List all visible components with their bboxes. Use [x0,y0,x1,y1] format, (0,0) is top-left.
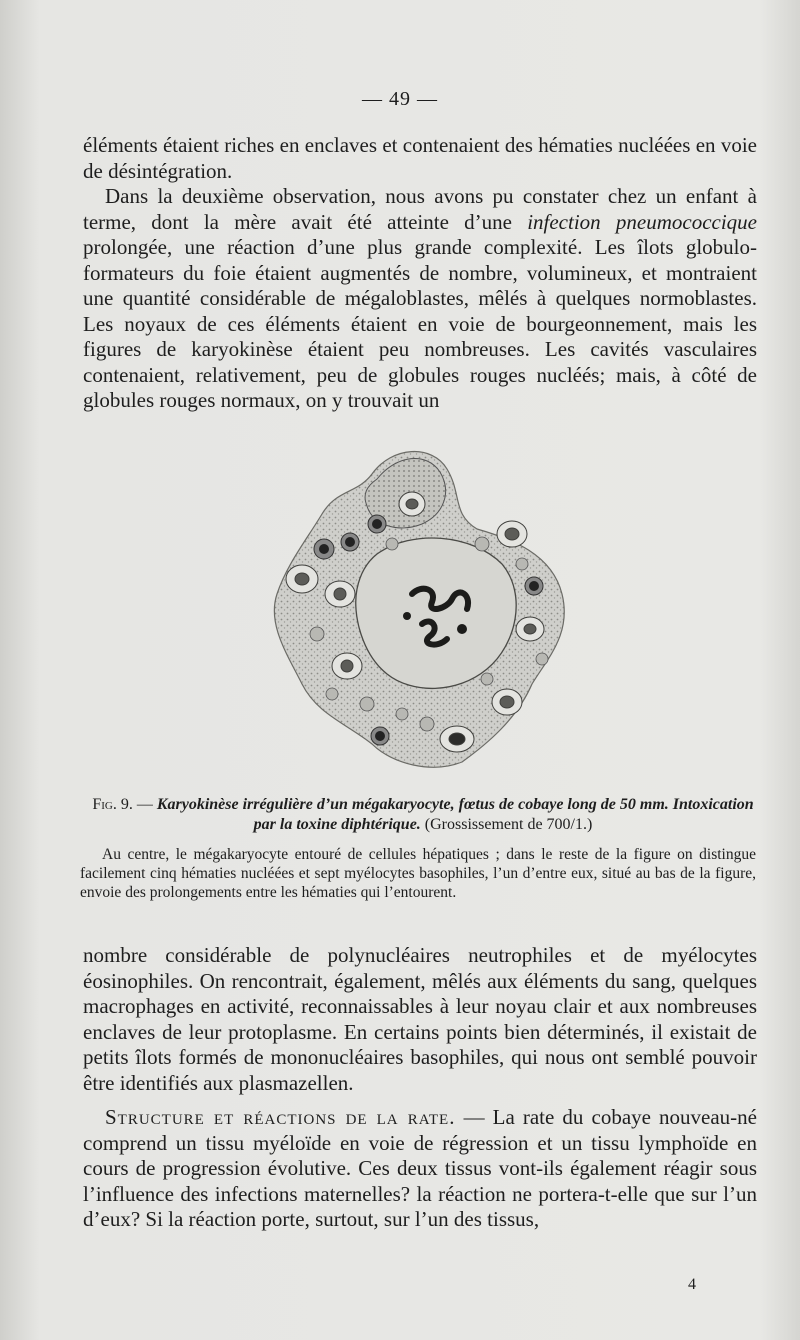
paragraph-continued: nombre considérable de polynucléaires neutrophiles et de myélocytes éosinophiles. On rencontrait, également, mêlés aux éléments du sang, quelques macrophages en activité, reconnaissables à leur noyau clair et aux nombreuses enclaves de leur protoplasme. En certains points bien déterminés, il existait de petits îlots formés de mononucléaires basophiles, qui nous ont semblé pouvoir être identifiés aux plasmazellen. [83,943,757,1095]
figure-caption: Fig. 9. — Karyokinèse irrégulière d’un mégakaryocyte, fœtus de cobaye long de 50 mm. Intoxication par la toxine diphtérique. (Grossissement de 700/1.) [92,796,754,833]
page-number: — 49 — [362,88,438,110]
paragraph-second-observation [83,184,757,414]
signature-mark: 4 [688,1276,696,1293]
figure-legend [80,845,756,902]
italic-term: infection pneumococcique [527,209,757,234]
body-text-bottom [83,943,757,1233]
section-heading: Structure et réactions de la rate. [105,1105,456,1129]
figure-number: Fig. 9. [92,796,133,813]
paragraph-spleen-text: — La rate du cobaye nouveau-né comprend un tissu myéloïde en voie de régression et un tissu lymphoïde en cours de progression évolutive. Ces deux tissus vont-ils également réagir sous l’influence des infections maternelles? la réaction ne portera-t-elle que sur l’un d’eux? Si la réaction porte, surtout, sur l’un des tissus, [83,1105,757,1231]
chromosome-fragment [403,612,411,620]
chromosome-fragment [457,624,467,634]
megakaryocyte-drawing [262,444,572,774]
paragraph-continuation: éléments étaient riches en enclaves et contenaient des hématies nucléées en voie de désintégration. [83,133,757,183]
figure-illustration [262,444,572,774]
paragraph-text-start: Dans la deuxième observation, nous avons pu constater chez un enfant à terme, dont la mère avait été atteinte d’une [83,184,757,234]
figure-title: Karyokinèse irrégulière d’un mégakaryocyte, fœtus de cobaye long de 50 mm. Intoxication par la toxine diphtérique. [156,796,754,833]
body-text-top [83,133,757,414]
figure-legend-text: Au centre, le mégakaryocyte entouré de cellules hépatiques ; dans le reste de la figure on distingue facilement cinq hématies nucléées et sept myélocytes basophiles, l’un d’entre eux, situé au bas de la figure, envoie des prolongements entre les hématies qui l’entourent. [80,846,756,901]
paragraph-spleen [83,1105,757,1233]
figure-magnification: (Grossissement de 700/1.) [424,816,593,833]
paragraph-text-end: prolongée, une réaction d’une plus grande complexité. Les îlots globulo-formateurs du foie étaient augmentés de nombre, volumineux, et montraient une quantité considérable de mégaloblastes, mêlés à quelques normoblastes. Les noyaux de ces éléments étaient en voie de bourgeonnement, mais les figures de karyokinèse étaient peu nombreuses. Les cavités vasculaires contenaient, relativement, peu de globules rouges nucléés; mais, à côté de globules rouges normaux, on y trouvait un [83,235,757,412]
